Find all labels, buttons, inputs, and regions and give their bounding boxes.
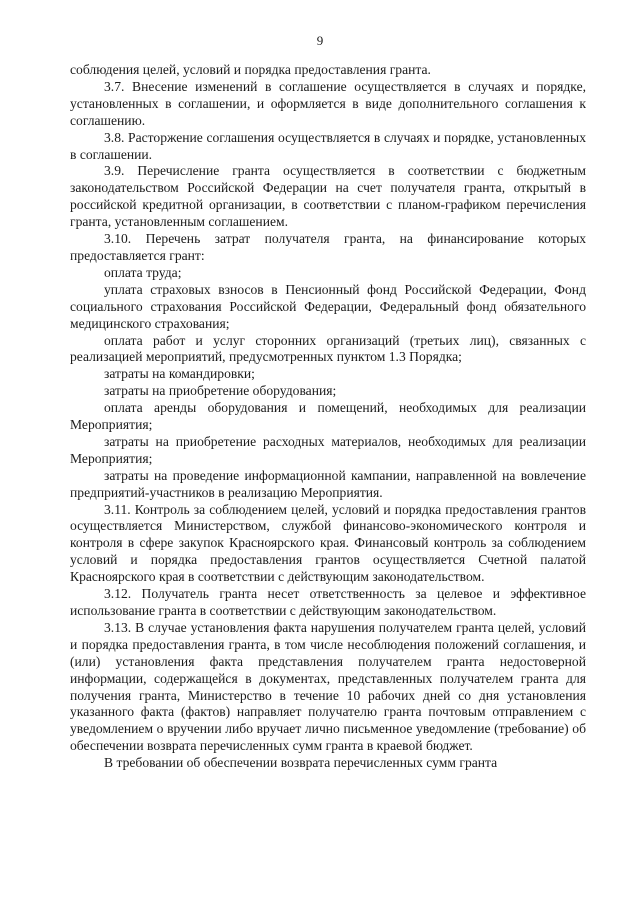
paragraph-3-7: 3.7. Внесение изменений в соглашение осуществляется в случаях и порядке, установленных в соглашении, и оформляется в виде дополнительного соглашения к соглашению. <box>70 78 586 128</box>
list-item: затраты на проведение информационной кампании, направленной на вовлечение предприятий-участников в реализацию Мероприятия. <box>70 467 586 500</box>
list-item: оплата аренды оборудования и помещений, необходимых для реализации Мероприятия; <box>70 400 586 433</box>
list-item: затраты на командировки; <box>104 366 255 382</box>
paragraph-continuation: соблюдения целей, условий и порядка предоставления гранта. <box>70 62 431 77</box>
paragraph-3-10: 3.10. Перечень затрат получателя гранта, на финансирование которых предоставляется грант: <box>70 231 586 263</box>
paragraph-3-12: 3.12. Получатель гранта несет ответственность за целевое и эффективное использование гранта в соответствии с действующим законодательством. <box>70 586 586 618</box>
list-item: затраты на приобретение оборудования; <box>104 383 337 399</box>
paragraph-3-8: 3.8. Расторжение соглашения осуществляется в случаях и порядке, установленных в соглашении. <box>70 129 586 162</box>
paragraph-3-11: 3.11. Контроль за соблюдением целей, условий и порядка предоставления грантов осуществляется Министерством, службой финансово-экономического контроля и контроля в сфере закупок Красноярского края. Финансовый контроль за соблюдением условий и порядка предоставления грантов осуществляется Счетной палатой Красноярского края в соответствии с действующим законодательством. <box>70 501 586 585</box>
paragraph-3-13: 3.13. В случае установления факта нарушения получателем гранта целей, условий и порядка предоставления гранта, в том числе несоблюдения положений соглашения, и (или) установления факта представления получателем гранта недостоверной информации, содержащейся в документах, представленных получателем гранта для получения гранта, Министерство в течение 10 рабочих дней со дня установления указанного факта (фактов) направляет получателю гранта почтовым отправлением с уведомлением о вручении либо вручает лично письменное уведомление (требование) об обеспечении возврата перечисленных сумм гранта в краевой бюджет. <box>70 619 586 754</box>
list-item: затраты на приобретение расходных материалов, необходимых для реализации Мероприятия; <box>70 433 586 466</box>
page-number: 9 <box>316 33 324 48</box>
paragraph-3-9: 3.9. Перечисление гранта осуществляется в соответствии с бюджетным законодательством Российской Федерации на счет получателя гранта, открытый в российской кредитной организации, в соответствии с планом-графиком перечисления гранта, установленным соглашением. <box>70 163 586 230</box>
list-item: уплата страховых взносов в Пенсионный фонд Российской Федерации, Фонд социального страхования Российской Федерации, Федеральный фонд обязательного медицинского страхования; <box>70 281 586 331</box>
list-item: оплата труда; <box>104 264 182 280</box>
list-item: оплата работ и услуг сторонних организаций (третьих лиц), связанных с реализацией мероприятий, предусмотренных пунктом 1.3 Порядка; <box>70 332 586 365</box>
paragraph-continued-next-page: В требовании об обеспечении возврата перечисленных сумм гранта <box>104 755 498 771</box>
document-body <box>70 62 586 772</box>
